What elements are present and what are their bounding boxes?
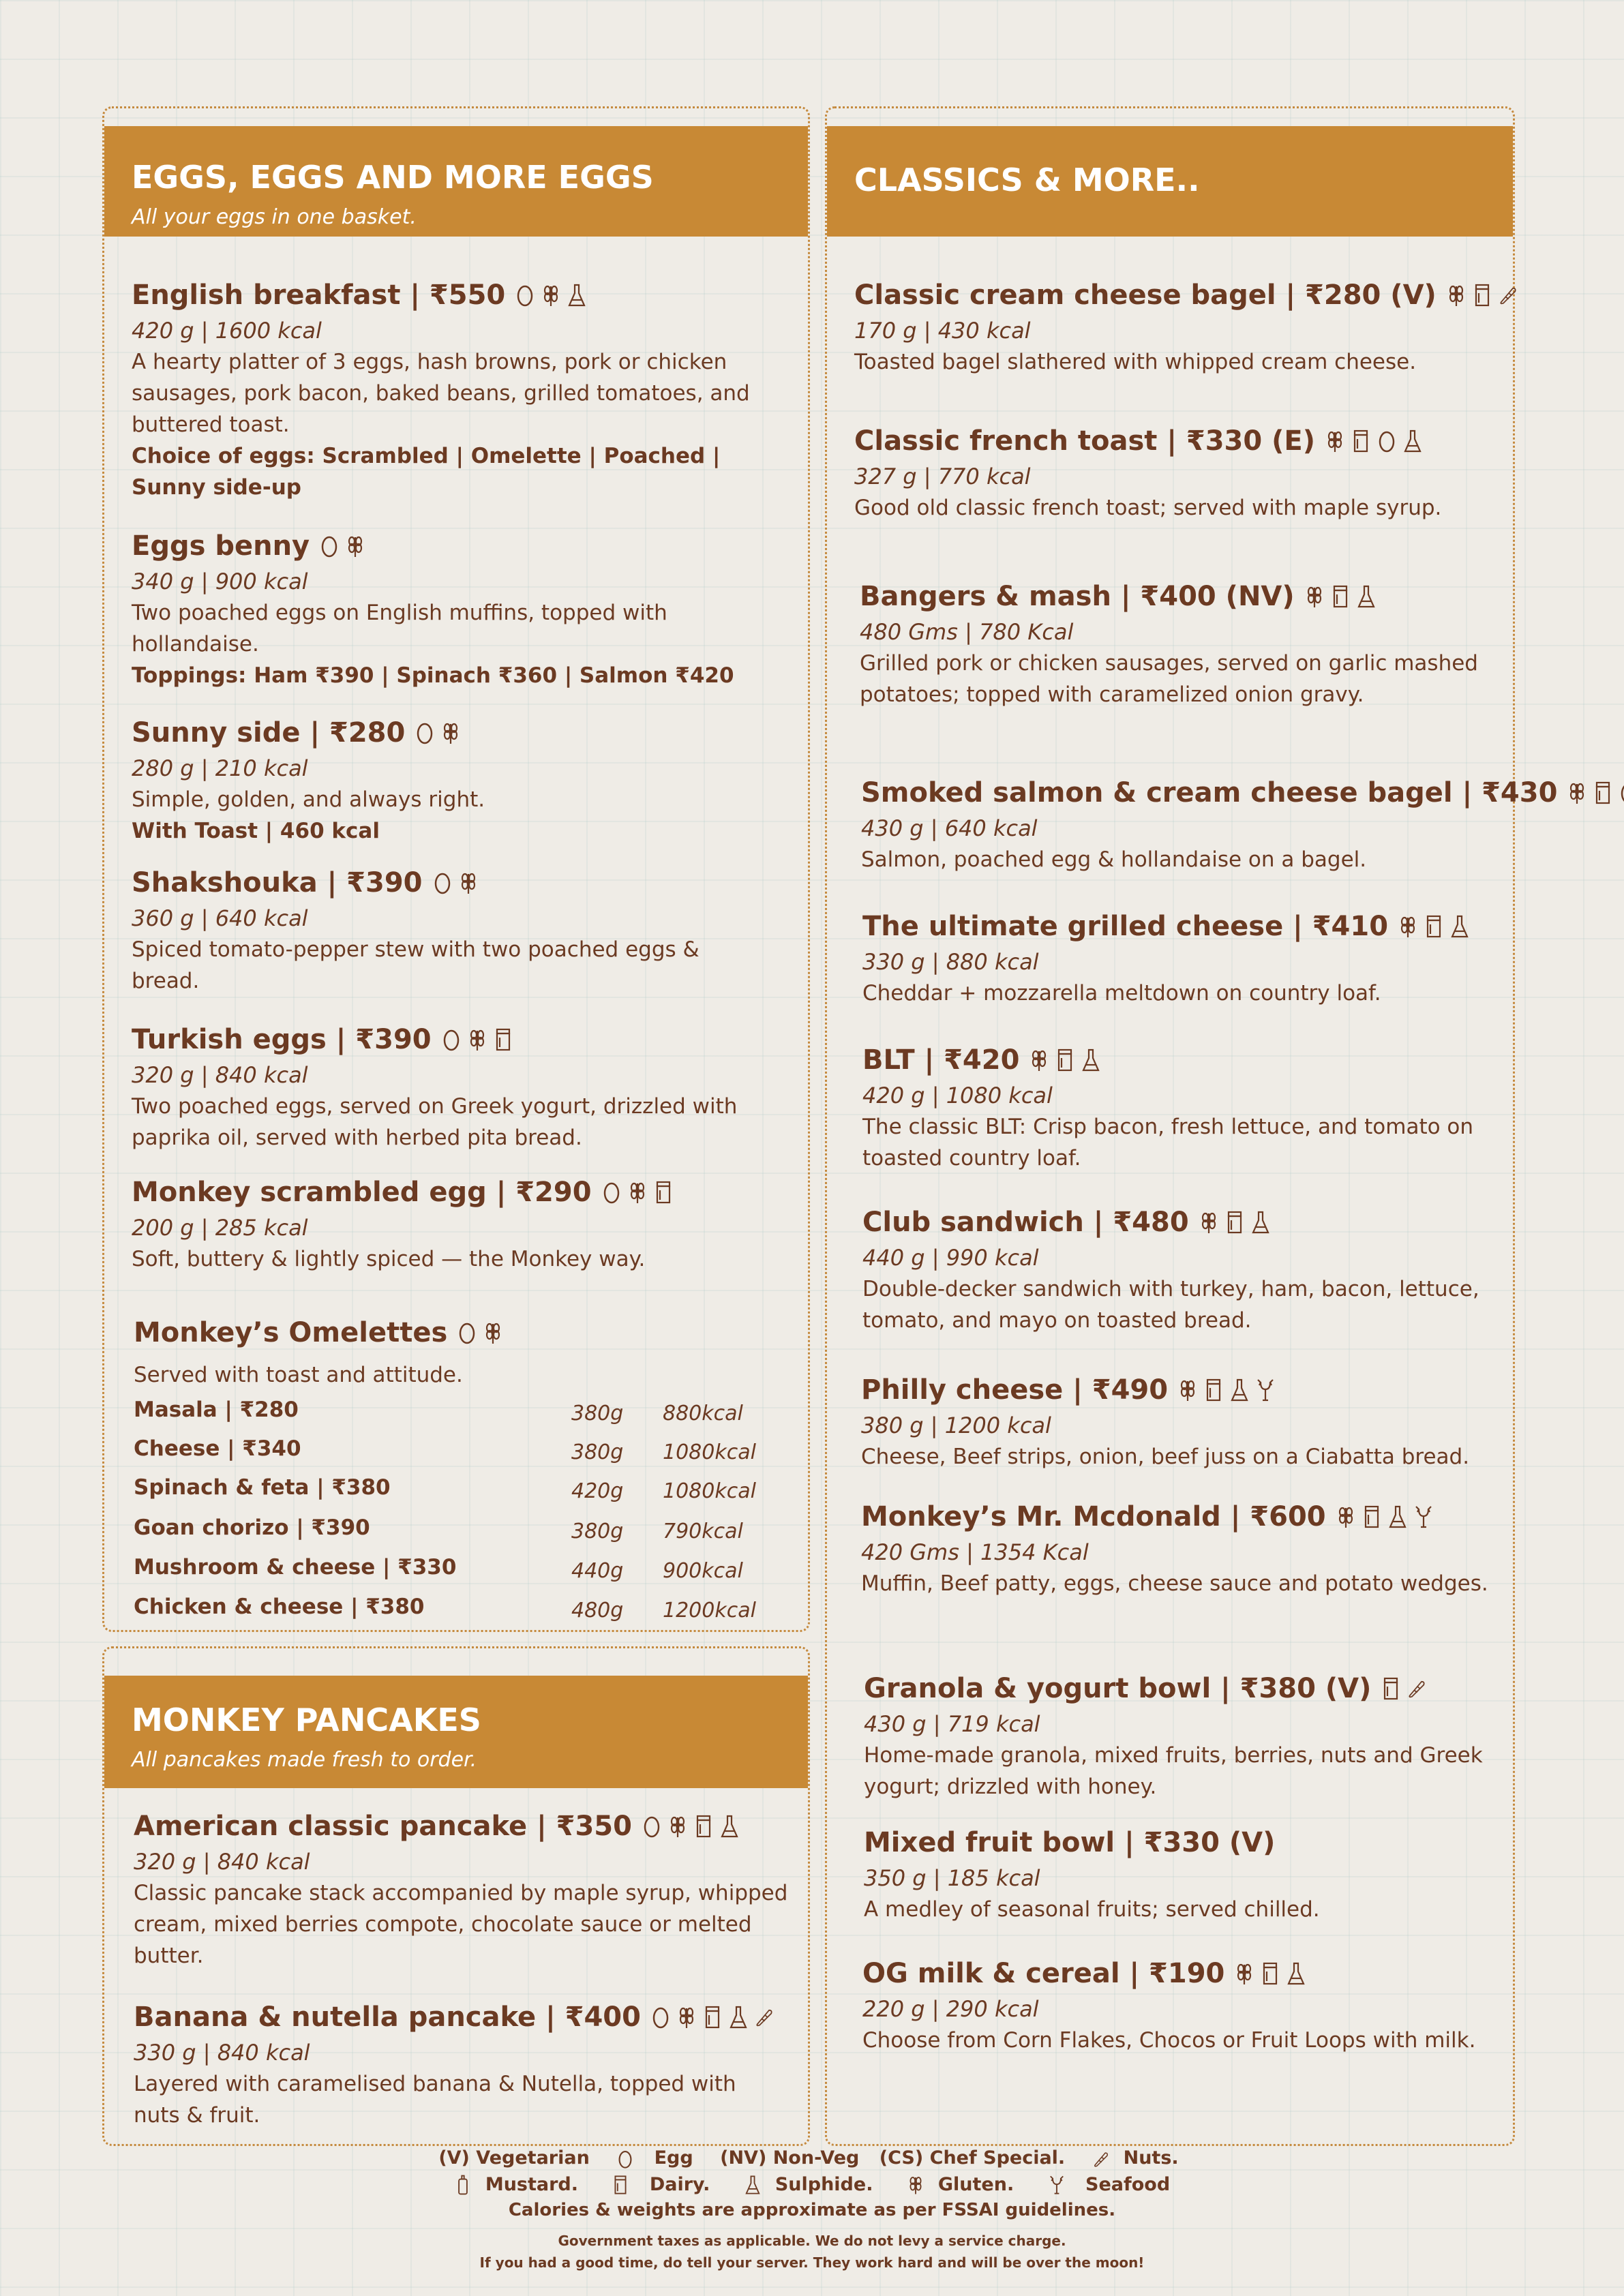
menu-item — [862, 1044, 1497, 1174]
egg-icon — [601, 1179, 622, 1205]
allergen-icons — [432, 870, 479, 896]
egg-icon — [457, 1320, 477, 1346]
allergen-icons — [1336, 1504, 1434, 1530]
omelette-kcal: 880kcal — [663, 1402, 743, 1425]
gluten-icon — [676, 2004, 697, 2030]
omelettes-item — [134, 1317, 788, 1391]
nuts-icon — [1498, 282, 1518, 308]
omelette-weight: 380g — [571, 1440, 624, 1464]
gluten-icon — [467, 1027, 487, 1053]
item-name: Classic french toast | ₹330 (E) — [854, 425, 1488, 457]
omelette-kcal: 1200kcal — [663, 1599, 756, 1622]
item-description: A medley of seasonal fruits; served chilled. — [864, 1897, 1320, 1922]
gluten-icon — [345, 533, 365, 559]
item-weight-kcal: 420 g | 1080 kcal — [862, 1083, 1053, 1108]
legend-chef: (CS) Chef Special. — [879, 2147, 1066, 2169]
gluten-icon — [1446, 282, 1467, 308]
item-name: Classic cream cheese bagel | ₹280 (V) — [854, 280, 1488, 311]
dairy-icon — [653, 1179, 674, 1205]
section-title: EGGS, EGGS AND MORE EGGS — [132, 159, 654, 196]
omelette-name: Chicken & cheese | ₹380 — [134, 1595, 425, 1619]
allergen-icons — [457, 1320, 503, 1346]
nuts-icon — [754, 2004, 775, 2030]
gluten-icon — [1325, 428, 1345, 454]
legend-egg: Egg — [654, 2147, 693, 2169]
dairy-icon — [702, 2004, 723, 2030]
dairy-icon — [1203, 1377, 1224, 1403]
allergen-icons — [1446, 282, 1518, 308]
item-weight-kcal: 320 g | 840 kcal — [134, 1849, 310, 1875]
item-name: Monkey scrambled egg | ₹290 — [132, 1177, 772, 1208]
menu-item — [132, 280, 772, 503]
egg-icon — [515, 282, 535, 308]
omelette-name: Mushroom & cheese | ₹330 — [134, 1555, 457, 1580]
item-weight-kcal: 350 g | 185 kcal — [864, 1865, 1040, 1891]
egg-icon — [1619, 780, 1624, 806]
allergen-icons — [601, 1179, 674, 1205]
dairy-icon — [1362, 1504, 1382, 1530]
sulphide-icon — [1229, 1377, 1250, 1403]
item-weight-kcal: 320 g | 840 kcal — [132, 1062, 308, 1088]
omelette-row — [134, 1555, 761, 1589]
item-description: Two poached eggs, served on Greek yogurt, drizzled with paprika oil, served with herbed pita bread. — [132, 1094, 738, 1150]
menu-item — [864, 1827, 1498, 1925]
item-weight-kcal: 330 g | 840 kcal — [134, 2040, 310, 2066]
item-description: Grilled pork or chicken sausages, served on garlic mashed potatoes; topped with caramelized onion gravy. — [860, 651, 1478, 707]
allergen-icons — [650, 2004, 775, 2030]
item-weight-kcal: 430 g | 719 kcal — [864, 1711, 1040, 1737]
menu-item — [864, 1673, 1498, 1802]
dairy-icon — [1381, 1676, 1401, 1702]
sulphide-icon — [728, 2004, 749, 2030]
menu-item — [860, 581, 1494, 710]
sulphide-icon — [567, 282, 587, 308]
egg-icon — [319, 533, 340, 559]
omelette-name: Spinach & feta | ₹380 — [134, 1475, 391, 1500]
item-weight-kcal: 280 g | 210 kcal — [132, 755, 308, 781]
item-description: Layered with caramelised banana & Nutella, topped with nuts & fruit. — [134, 2072, 736, 2128]
nuts-icon — [1407, 1676, 1427, 1702]
item-name: Sunny side | ₹280 — [132, 717, 772, 749]
item-name: Monkey’s Mr. Mcdonald | ₹600 — [861, 1501, 1495, 1532]
item-weight-kcal: 430 g | 640 kcal — [861, 815, 1038, 841]
allergen-icons — [1199, 1209, 1271, 1235]
omelette-weight: 480g — [571, 1599, 624, 1622]
item-weight-kcal: 360 g | 640 kcal — [132, 905, 308, 931]
sulphide-icon — [1387, 1504, 1408, 1530]
item-name: Shakshouka | ₹390 — [132, 867, 772, 898]
item-name: Banana & nutella pancake | ₹400 — [134, 2002, 788, 2033]
item-description: Two poached eggs on English muffins, topped with hollandaise. — [132, 601, 667, 656]
omelette-name: Masala | ₹280 — [134, 1398, 299, 1422]
omelette-row — [134, 1515, 761, 1550]
classics-banner — [827, 126, 1513, 237]
sulphide-icon — [1356, 584, 1377, 609]
allergen-icons — [642, 1813, 740, 1839]
gluten-icon — [1336, 1504, 1356, 1530]
egg-icon — [441, 1027, 462, 1053]
omelette-weight: 380g — [571, 1402, 624, 1425]
sulphide-icon — [1250, 1209, 1271, 1235]
allergen-icons — [1325, 428, 1423, 454]
allergen-icons — [1234, 1961, 1306, 1987]
item-name: Eggs benny — [132, 530, 772, 562]
item-weight-kcal: 220 g | 290 kcal — [862, 1996, 1039, 2022]
item-weight-kcal: 480 Gms | 780 Kcal — [860, 619, 1074, 645]
legend-nonveg: (NV) Non-Veg — [720, 2147, 860, 2169]
omelette-kcal: 790kcal — [663, 1520, 743, 1543]
allergen-icons — [415, 720, 461, 746]
gluten-icon — [440, 720, 461, 746]
allergen-icons — [1398, 913, 1470, 939]
menu-item — [132, 867, 772, 997]
item-description: Choose from Corn Flakes, Chocos or Fruit Loops with milk. — [862, 2028, 1476, 2053]
omelette-name: Cheese | ₹340 — [134, 1436, 301, 1461]
menu-item — [854, 280, 1488, 378]
item-name: American classic pancake | ₹350 — [134, 1811, 788, 1842]
item-weight-kcal: 330 g | 880 kcal — [862, 949, 1039, 975]
item-name: Granola & yogurt bowl | ₹380 (V) — [864, 1673, 1498, 1704]
menu-item — [132, 530, 772, 691]
menu-item — [132, 1024, 772, 1153]
item-name: Philly cheese | ₹490 — [861, 1374, 1495, 1406]
item-description: A hearty platter of 3 eggs, hash browns, pork or chicken sausages, pork bacon, baked beans, grilled tomatoes, and buttered toast. — [132, 350, 750, 437]
seafood-icon — [1255, 1377, 1276, 1403]
sulphide-icon — [1286, 1961, 1306, 1987]
item-weight-kcal: 420 Gms | 1354 Kcal — [861, 1539, 1089, 1565]
sulphide-icon — [1081, 1047, 1101, 1073]
mustard-icon — [454, 2174, 472, 2196]
sulphide-icon — [1449, 913, 1470, 939]
dairy-icon — [493, 1027, 513, 1053]
item-name: Turkish eggs | ₹390 — [132, 1024, 772, 1055]
gluten-icon — [1029, 1047, 1049, 1073]
item-weight-kcal: 380 g | 1200 kcal — [861, 1413, 1051, 1438]
gluten-icon — [458, 870, 479, 896]
seafood-icon — [1413, 1504, 1434, 1530]
omelette-kcal: 1080kcal — [663, 1479, 756, 1503]
item-description: Muffin, Beef patty, eggs, cheese sauce and potato wedges. — [861, 1571, 1488, 1596]
section-subtitle: All your eggs in one basket. — [132, 205, 417, 229]
item-description: Classic pancake stack accompanied by maple syrup, whipped cream, mixed berries compote, chocolate sauce or melted butter. — [134, 1881, 788, 1968]
item-weight-kcal: 327 g | 770 kcal — [854, 464, 1031, 489]
omelette-kcal: 1080kcal — [663, 1440, 756, 1464]
section-subtitle: All pancakes made fresh to order. — [132, 1748, 477, 1772]
legend-seafood: Seafood — [1085, 2173, 1171, 2195]
omelette-weight: 420g — [571, 1479, 624, 1503]
item-extra: With Toast | 460 kcal — [132, 819, 380, 843]
omelette-kcal: 900kcal — [663, 1559, 743, 1583]
item-name: The ultimate grilled cheese | ₹410 — [862, 911, 1497, 942]
menu-item — [132, 1177, 772, 1275]
item-weight-kcal: 420 g | 1600 kcal — [132, 318, 322, 344]
item-description: Cheese, Beef strips, onion, beef juss on a Ciabatta bread. — [861, 1445, 1470, 1469]
menu-item — [134, 2002, 788, 2131]
sulphide-icon — [1402, 428, 1423, 454]
gluten-icon — [483, 1320, 503, 1346]
eggs-banner — [104, 126, 808, 237]
menu-item — [132, 717, 772, 847]
item-name: Bangers & mash | ₹400 (NV) — [860, 581, 1494, 612]
allergen-icons — [1304, 584, 1377, 609]
menu-item — [862, 911, 1497, 1009]
item-name: OG milk & cereal | ₹190 — [862, 1958, 1497, 1989]
legend-dairy: Dairy. — [649, 2173, 710, 2195]
menu-item — [861, 777, 1558, 875]
gluten-icon — [1234, 1961, 1254, 1987]
item-weight-kcal: 170 g | 430 kcal — [854, 318, 1031, 344]
legend-gluten: Gluten. — [937, 2173, 1014, 2195]
item-description: The classic BLT: Crisp bacon, fresh lettuce, and tomato on toasted country loaf. — [862, 1115, 1474, 1170]
nuts-icon — [1092, 2148, 1110, 2170]
gluten-icon — [1177, 1377, 1198, 1403]
seafood-icon — [1048, 2174, 1066, 2196]
pancakes-banner — [104, 1676, 808, 1788]
item-description: Double-decker sandwich with turkey, ham, bacon, lettuce, tomato, and mayo on toasted bread. — [862, 1277, 1479, 1333]
legend — [0, 2147, 1624, 2271]
legend-line-1 — [0, 2147, 1624, 2170]
item-name: Club sandwich | ₹480 — [862, 1207, 1497, 1238]
item-description: Salmon, poached egg & hollandaise on a bagel. — [861, 847, 1367, 872]
dairy-icon — [1351, 428, 1371, 454]
egg-icon — [415, 720, 435, 746]
omelette-weight: 380g — [571, 1520, 624, 1543]
legend-nuts: Nuts. — [1123, 2147, 1179, 2169]
egg-icon — [1377, 428, 1397, 454]
sulphide-icon — [719, 1813, 740, 1839]
dairy-icon — [1224, 1209, 1245, 1235]
legend-sulphide: Sulphide. — [775, 2173, 873, 2195]
gluten-icon — [627, 1179, 648, 1205]
allergen-icons — [1567, 780, 1624, 806]
legend-line-2 — [0, 2174, 1624, 2196]
menu-item — [862, 1958, 1497, 2056]
allergen-icons — [441, 1027, 513, 1053]
omelette-name: Goan chorizo | ₹390 — [134, 1515, 370, 1540]
dairy-icon — [1260, 1961, 1280, 1987]
dairy-icon — [1055, 1047, 1075, 1073]
item-weight-kcal: 200 g | 285 kcal — [132, 1215, 308, 1241]
section-title: CLASSICS & MORE.. — [854, 162, 1200, 198]
item-weight-kcal: 340 g | 900 kcal — [132, 569, 308, 594]
omelettes-note: Served with toast and attitude. — [134, 1363, 463, 1387]
item-weight-kcal: 440 g | 990 kcal — [862, 1245, 1039, 1271]
item-name: English breakfast | ₹550 — [132, 280, 772, 311]
item-extra: Toppings: Ham ₹390 | Spinach ₹360 | Salmon ₹420 — [132, 663, 734, 688]
allergen-icons — [1381, 1676, 1427, 1702]
section-title: MONKEY PANCAKES — [132, 1702, 481, 1738]
item-description: Soft, buttery & lightly spiced — the Monkey way. — [132, 1247, 646, 1271]
allergen-icons — [1029, 1047, 1101, 1073]
gluten-icon — [1199, 1209, 1219, 1235]
item-name: BLT | ₹420 — [862, 1044, 1497, 1076]
item-name: Smoked salmon & cream cheese bagel | ₹430 — [861, 777, 1495, 809]
item-name: Monkey’s Omelettes — [134, 1317, 788, 1348]
allergen-icons — [319, 533, 365, 559]
egg-icon — [650, 2004, 671, 2030]
legend-fssai-note: Calories & weights are approximate as per FSSAI guidelines. — [508, 2200, 1116, 2220]
allergen-icons — [515, 282, 587, 308]
menu-item — [861, 1501, 1495, 1599]
omelette-row — [134, 1398, 761, 1432]
item-description: Spiced tomato-pepper stew with two poached eggs & bread. — [132, 937, 700, 993]
egg-icon — [616, 2148, 634, 2170]
gluten-icon — [1567, 780, 1587, 806]
menu-item — [134, 1811, 788, 1972]
dairy-icon — [1424, 913, 1444, 939]
gluten-icon — [541, 282, 561, 308]
item-description: Toasted bagel slathered with whipped cream cheese. — [854, 350, 1417, 374]
omelette-weight: 440g — [571, 1559, 624, 1583]
omelette-row — [134, 1475, 761, 1509]
item-description: Good old classic french toast; served with maple syrup. — [854, 496, 1442, 520]
omelette-row — [134, 1595, 761, 1629]
egg-icon — [432, 870, 453, 896]
item-name: Mixed fruit bowl | ₹330 (V) — [864, 1827, 1276, 1858]
allergen-icons — [1177, 1377, 1276, 1403]
item-description: Home-made granola, mixed fruits, berries, nuts and Greek yogurt; drizzled with honey. — [864, 1743, 1483, 1799]
legend-thanks-note: If you had a good time, do tell your server. They work hard and will be over the moon! — [479, 2254, 1145, 2271]
egg-icon — [642, 1813, 662, 1839]
dairy-icon — [1472, 282, 1492, 308]
gluten-icon — [667, 1813, 688, 1839]
legend-veg: (V) Vegetarian — [438, 2147, 590, 2169]
omelette-row — [134, 1436, 761, 1470]
menu-item — [854, 425, 1488, 524]
item-description: Cheddar + mozzarella meltdown on country loaf. — [862, 981, 1381, 1006]
menu-item — [861, 1374, 1495, 1472]
dairy-icon — [1593, 780, 1613, 806]
dairy-icon — [693, 1813, 714, 1839]
item-extra: Choice of eggs: Scrambled | Omelette | Poached | Sunny side-up — [132, 444, 721, 500]
gluten-icon — [1304, 584, 1325, 609]
dairy-icon — [612, 2174, 629, 2196]
sulphide-icon — [744, 2174, 762, 2196]
menu-item — [862, 1207, 1497, 1336]
gluten-icon — [1398, 913, 1418, 939]
dairy-icon — [1330, 584, 1351, 609]
legend-tax-note: Government taxes as applicable. We do not levy a service charge. — [558, 2233, 1066, 2249]
item-description: Simple, golden, and always right. — [132, 787, 485, 812]
gluten-icon — [907, 2174, 924, 2196]
legend-mustard: Mustard. — [485, 2173, 579, 2195]
